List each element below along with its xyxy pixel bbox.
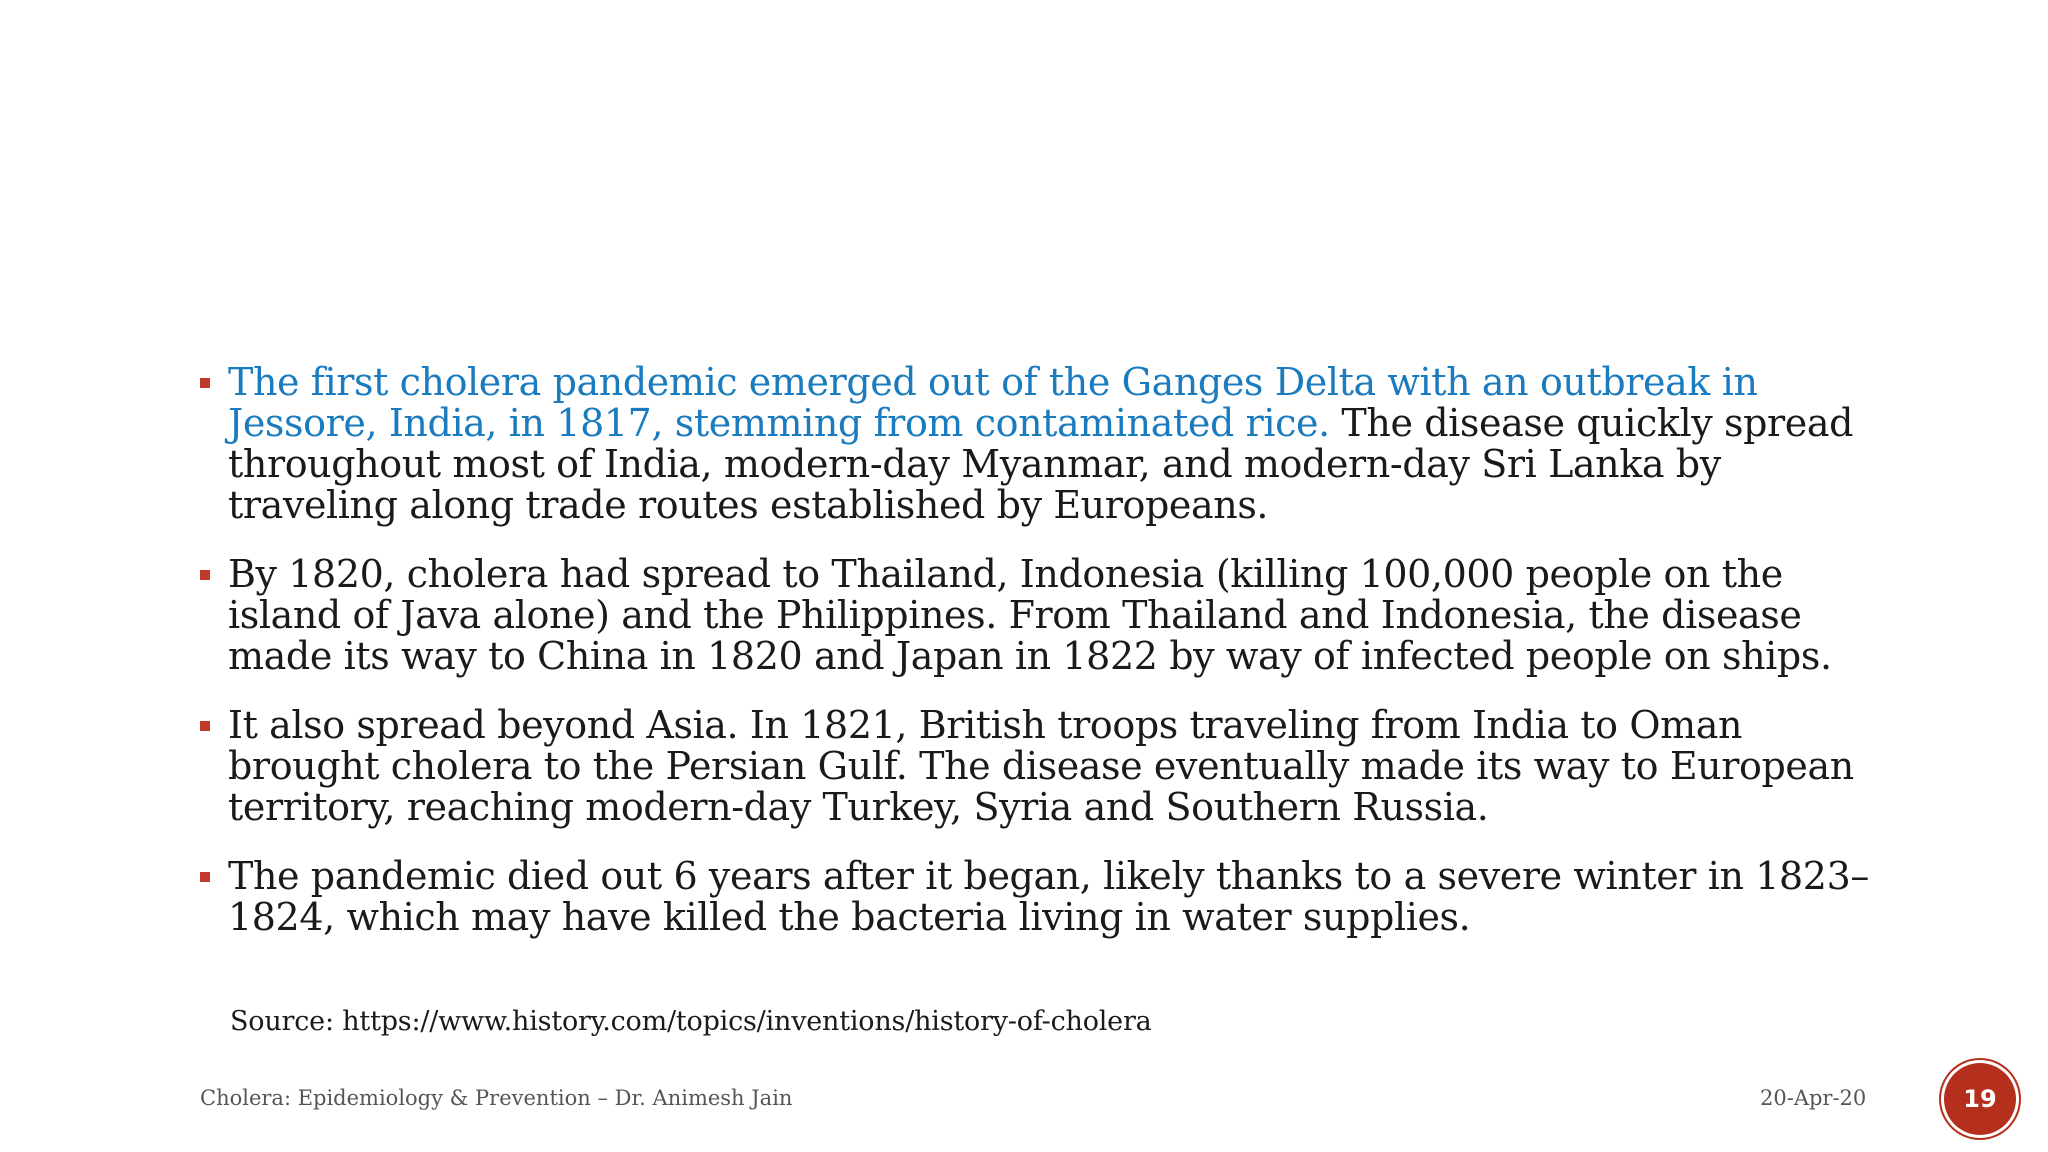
square-bullet-icon — [200, 570, 210, 580]
bullet-highlight-text: The first cholera pandemic emerged out of the Ganges Delta with an outbreak in Jessore, India, in 1817, stemming from contaminated rice. — [228, 360, 1758, 445]
bullet-item — [196, 362, 1886, 526]
bullet-list — [196, 362, 1886, 966]
source-citation: Source: https://www.history.com/topics/inventions/history-of-cholera — [230, 1006, 1152, 1037]
footer-title: Cholera: Epidemiology & Prevention – Dr. Animesh Jain — [200, 1086, 793, 1110]
footer-date: 20-Apr-20 — [1760, 1086, 1867, 1110]
square-bullet-icon — [200, 721, 210, 731]
bullet-item — [196, 856, 1886, 938]
bullet-text: The disease quickly spread throughout most of India, modern-day Myanmar, and modern-day Sri Lanka by traveling along trade routes established by Europeans. — [228, 401, 1854, 527]
bullet-text: By 1820, cholera had spread to Thailand, Indonesia (killing 100,000 people on the island of Java alone) and the Philippines. From Thailand and Indonesia, the disease made its way to China in 1820 and Japan in 1822 by way of infected people on ships. — [228, 552, 1832, 678]
square-bullet-icon — [200, 872, 210, 882]
bullet-text: The pandemic died out 6 years after it began, likely thanks to a severe winter in 1823–1824, which may have killed the bacteria living in water supplies. — [228, 854, 1869, 939]
bullet-item — [196, 705, 1886, 828]
square-bullet-icon — [200, 378, 210, 388]
bullet-text: It also spread beyond Asia. In 1821, British troops traveling from India to Oman brought cholera to the Persian Gulf. The disease eventually made its way to European territory, reaching modern-day Turkey, Syria and Southern Russia. — [228, 703, 1854, 829]
bullet-item — [196, 554, 1886, 677]
page-number-badge: 19 — [1944, 1063, 2016, 1135]
